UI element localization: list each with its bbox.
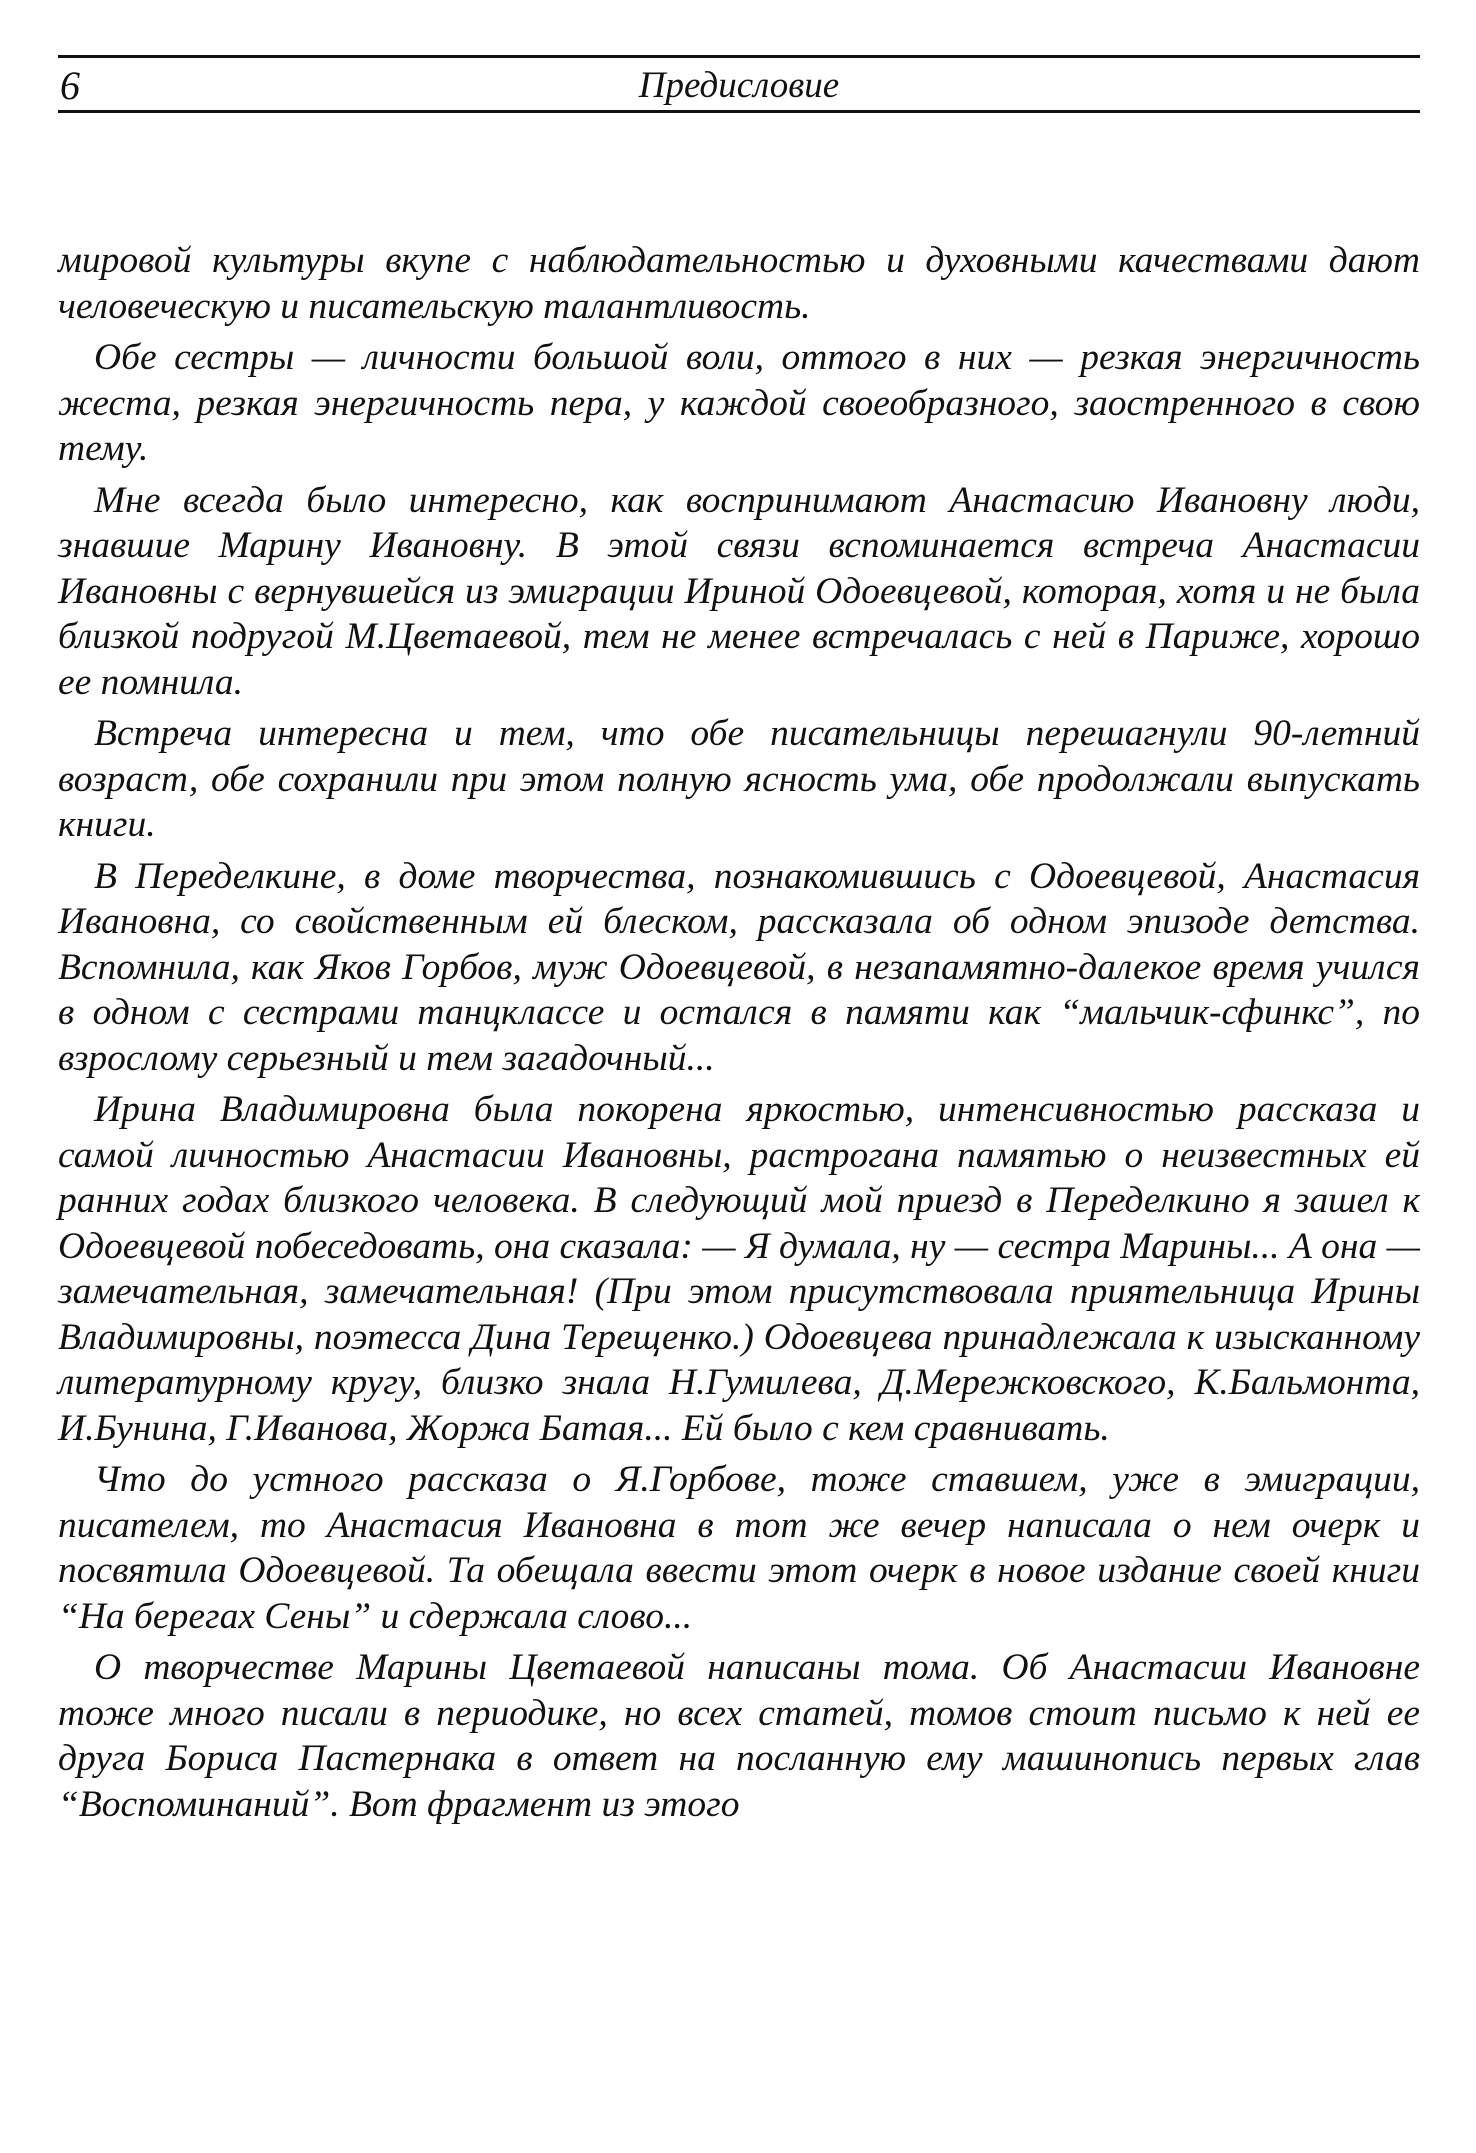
paragraph: Встреча интересна и тем, что обе писательницы перешагнули 90-летний возраст, обе сохранили при этом полную ясность ума, обе продолжали выпускать книги. (58, 713, 1420, 845)
paragraph: Мне всегда было интересно, как воспринимают Анастасию Ивановну люди, знавшие Марину Ивановну. В этой связи вспоминается встреча Анастасии Ивановны с вернувшейся из эмиграции Ириной Одоевцевой, которая, хотя и не была близкой подругой М.Цветаевой, тем не менее встречалась с ней в Париже, хорошо ее помнила. (58, 479, 1420, 703)
page-number: 6 (60, 63, 80, 108)
paragraph: Ирина Владимировна была покорена яркостью, интенсивностью рассказа и самой личностью Анастасии Ивановны, растрогана памятью о неизвестных ей ранних годах близкого человека. В следующий мой приезд в Переделкино я зашел к Одоевцевой побеседовать, она сказала: — Я думала, ну — сестра Марины... А она — замечательная, замечательная! (При этом присутствовала приятельница Ирины Владимировны, поэтесса Дина Терещенко.) Одоевцева принадлежала к изысканному литературному кругу, близко знала Н.Гумилева, Д.Мережковского, К.Бальмонта, И.Бунина, Г.Иванова, Жоржа Батая... Ей было с кем сравнивать. (58, 1089, 1420, 1449)
paragraph: мировой культуры вкупе с наблюдательностью и духовными качествами дают человеческую и писательскую талантливость. (58, 240, 1420, 327)
page-header (58, 55, 1420, 113)
body-text (58, 238, 1420, 1833)
paragraph: В Переделкине, в доме творчества, познакомившись с Одоевцевой, Анастасия Ивановна, со свойственным ей блеском, рассказала об одном эпизоде детства. Вспомнила, как Яков Горбов, муж Одоевцевой, в незапамятно-далекое время учился в одном с сестрами танцклассе и остался в памяти как “мальчик-сфинкс”, по взрослому серьезный и тем загадочный... (58, 855, 1420, 1079)
running-title: Предисловие (638, 65, 840, 106)
paragraph: Обе сестры — личности большой воли, оттого в них — резкая энергичность жеста, резкая энергичность пера, у каждой своеобразного, заостренного в свою тему. (58, 337, 1420, 469)
paragraph: Что до устного рассказа о Я.Горбове, тоже ставшем, уже в эмиграции, писателем, то Анастасия Ивановна в тот же вечер написала о нем очерк и посвятила Одоевцевой. Та обещала ввести этот очерк в новое издание своей книги “На берегах Сены” и сдержала слово... (58, 1459, 1420, 1637)
paragraph: О творчестве Марины Цветаевой написаны тома. Об Анастасии Ивановне тоже много писали в периодике, но всех статей, томов стоит письмо к ней ее друга Бориса Пастернака в ответ на посланную ему машинопись первых глав “Воспоминаний”. Вот фрагмент из этого (58, 1647, 1420, 1825)
